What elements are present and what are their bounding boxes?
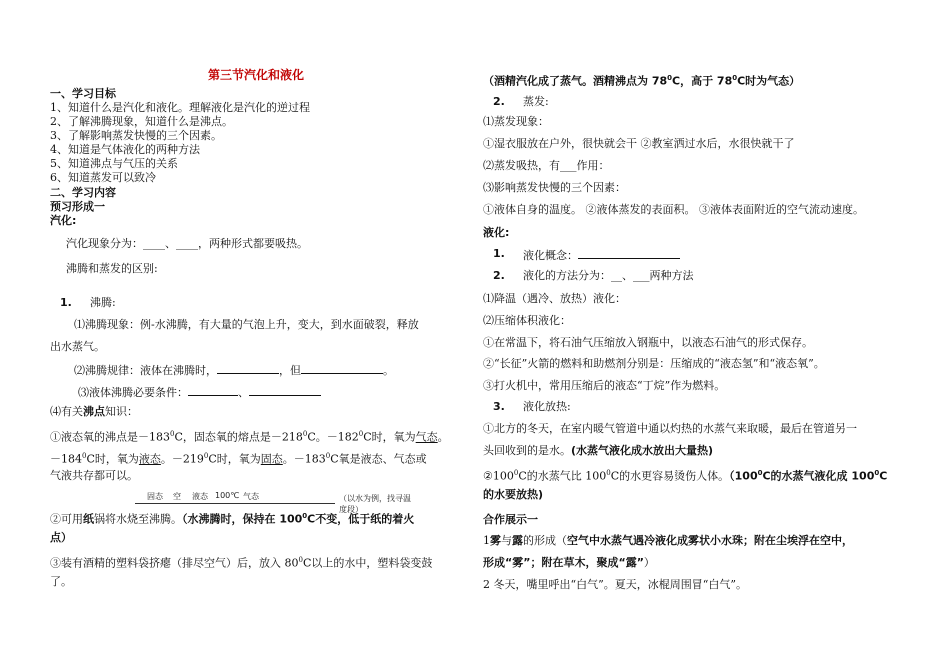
boiling-label: 沸腾:: [90, 296, 116, 309]
evap-factors-heading: ⑶影响蒸发快慢的三个因素：: [483, 181, 626, 194]
degree-sup: 0: [732, 74, 738, 82]
boiling-rule-text: ⑵沸腾规律：液体在沸腾时，: [74, 364, 217, 377]
steam-burn-line: [483, 466, 887, 484]
liq-compression: ⑵压缩体积液化：: [483, 314, 571, 327]
fog-dew-line: [483, 534, 853, 548]
boiling-rule-line: [74, 362, 394, 378]
fog-and: 与: [501, 534, 512, 547]
fog-word: 雾: [490, 534, 501, 547]
steam-e: C的水蒸气液化成 100: [762, 469, 875, 483]
alcohol-bag-a: ③装有酒精的塑料袋挤瘪（排尽空气）后，放入 80: [50, 556, 299, 570]
oxygen-line-1: ①液态氧的沸点是$-183^0C$，固态氧的熔点是$-218^0C$。$-182^0C$时，氧为气态。: [50, 430, 449, 444]
liq-heat-label: 液化放热:: [523, 400, 571, 413]
boiling-condition-text: ⑶液体沸腾必要条件：: [78, 386, 188, 399]
oxygen-gas: 气态: [415, 430, 438, 444]
fog-dew-num: 1: [483, 534, 490, 547]
section-heading-content: 二、学习内容: [50, 186, 116, 199]
liq-methods: 液化的方法分为：__、___两种方法: [523, 269, 694, 282]
alcohol-note-a: （酒精汽化成了蒸气。酒精沸点为 78: [483, 74, 668, 88]
oxygen-text-b: C，固态氧的熔点是－218: [174, 430, 303, 444]
oxygen2-d: C时，氧为: [208, 452, 261, 466]
goal-4: 4、知道是气体液化的两种方法: [50, 143, 200, 156]
oxygen2-f: C氧是液态、气态或: [330, 452, 427, 466]
fog-dew-formation: 的形成（: [523, 534, 567, 547]
degree-sup: 0: [757, 469, 763, 477]
boil-diff-line: 沸腾和蒸发的区别:: [66, 262, 158, 275]
oxygen-text-d: C时，氧为: [363, 430, 416, 444]
degree-sup: 0: [874, 469, 880, 477]
heating-cont-bold: (水蒸气液化成水放出大量热): [571, 444, 714, 457]
liq-concept-line: [523, 247, 680, 263]
oxygen-line-3: 气液共存都可以。: [50, 469, 138, 482]
paper-pot-b: 锅将水烧至沸腾。: [94, 512, 182, 526]
goal-3: 3、了解影响蒸发快慢的三个因素。: [50, 129, 222, 142]
page-title: 第三节汽化和液化: [208, 68, 305, 82]
oxygen-text-c: C。－182: [307, 430, 359, 444]
goal-5: 5、知道沸点与气压的关系: [50, 157, 178, 170]
paper-pot-c: （水沸腾时，保持在 100: [182, 512, 303, 526]
degree-sup: 0: [358, 430, 364, 438]
boiling-point-heading: [50, 405, 138, 419]
oxygen-text-a: ①液态氧的沸点是－183: [50, 430, 170, 444]
fog-dew-close: ）: [643, 556, 655, 569]
evap-cooling: ⑵蒸发吸热，有___作用：: [483, 159, 610, 172]
alcohol-bag-line: [50, 553, 432, 571]
alcohol-note-c: C时为气态）: [737, 74, 801, 88]
paper-pot-line: [50, 509, 414, 527]
degree-sup: 0: [170, 430, 175, 438]
liq-example-1: ①在常温下，将石油气压缩放入钢瓶中，以液态石油气的形式保存。: [483, 336, 813, 349]
degree-sup: 0: [82, 452, 87, 460]
dew-word: 露: [512, 534, 523, 547]
diagram-100c: 100℃: [215, 491, 240, 500]
white-breath-line: 2 冬天，嘴里呼出“白气”。夏天，冰棍周围冒“白气”。: [483, 578, 747, 591]
steam-f: C: [879, 469, 888, 483]
boiling-point-pre: ⑷有关: [50, 405, 83, 418]
evaporation-number: 2.: [493, 95, 505, 108]
liq-1-number: 1.: [493, 247, 505, 260]
paper-pot-d: C不变，低于纸的着火: [307, 512, 415, 526]
fog-dew-cont-bold: 形成“雾”；附在草木，聚成“露”: [483, 556, 644, 569]
liq-concept-label: 液化概念：: [523, 249, 578, 262]
oxygen2-b: C时，氧为: [86, 452, 139, 466]
liq-3-number: 3.: [493, 400, 505, 413]
diagram-liquid: 液态: [192, 492, 208, 501]
degree-sup: 0: [302, 430, 308, 438]
degree-sup: 0: [203, 452, 209, 460]
steam-a: ②100: [483, 469, 514, 483]
paper-pot-a: ②可用: [50, 512, 83, 526]
boiling-rule-blank-1[interactable]: [217, 362, 279, 374]
liq-2-number: 2.: [493, 269, 505, 282]
state-temperature-diagram: [135, 491, 415, 514]
oxygen-liquid: 液态: [138, 452, 161, 466]
diagram-note: （以水为例，找寻温度段）: [339, 494, 411, 514]
section-heading-goals: 一、学习目标: [50, 87, 116, 100]
alcohol-note: [483, 71, 800, 89]
oxygen-solid: 固态: [260, 452, 283, 466]
liq-cooling: ⑴降温（遇冷、放热）液化：: [483, 292, 626, 305]
degree-sup: 0: [513, 469, 519, 477]
paper-pot-cont: 点）: [50, 531, 72, 544]
evap-phenomenon: ⑴蒸发现象：: [483, 115, 549, 128]
boiling-phenomenon-cont: 出水蒸气。: [50, 340, 105, 353]
liq-concept-blank[interactable]: [578, 247, 680, 259]
alcohol-note-b: C，高于 78: [672, 74, 733, 88]
boiling-rule-end: 。: [383, 364, 394, 377]
degree-sup: 0: [606, 469, 611, 477]
diagram-empty: 空: [173, 492, 181, 501]
paper-pot-bold: 纸: [83, 512, 94, 526]
steam-burn-cont: 的水要放热): [483, 488, 544, 501]
degree-sup: 0: [298, 556, 303, 564]
preview-heading: 预习形成一: [50, 200, 105, 213]
cooperation-heading: 合作展示一: [483, 513, 538, 526]
evap-examples: ①湿衣服放在户外，很快就会干 ②教室洒过水后，水很快就干了: [483, 137, 795, 150]
boiling-condition-line: [78, 384, 321, 400]
boiling-rule-blank-2[interactable]: [301, 362, 383, 374]
oxygen-line-2: [50, 449, 427, 467]
steam-d: （100: [729, 469, 758, 483]
liq-example-3: ③打火机中，常用压缩后的液态“丁烷”作为燃料。: [483, 379, 726, 392]
fog-dew-explain: 空气中水蒸气遇冷液化成雾状小水珠；附在尘埃浮在空中，: [567, 534, 853, 547]
fog-dew-cont: [483, 556, 655, 570]
boiling-rule-mid: ，但: [279, 364, 301, 377]
steam-c: C的水更容易烫伤人体。: [610, 469, 730, 483]
boiling-condition-blank-1[interactable]: [188, 384, 238, 396]
vapor-forms-line: 汽化现象分为：____、____，两种形式都要吸热。: [66, 237, 308, 250]
goal-2: 2、了解沸腾现象，知道什么是沸点。: [50, 115, 233, 128]
diagram-solid: 固态: [147, 492, 163, 501]
heating-example-cont: [483, 444, 713, 458]
heating-cont-a: 头回收到的是水。: [483, 444, 571, 457]
boiling-point-bold: 沸点: [83, 405, 105, 418]
heating-example: ①北方的冬天，在室内暖气管道中通以灼热的水蒸气来取暖，最后在管道另一: [483, 422, 857, 435]
diagram-gas: 气态: [243, 492, 259, 501]
oxygen2-c: 。－219: [160, 452, 204, 466]
oxygen2-a: －184: [50, 452, 82, 466]
boiling-condition-blank-2[interactable]: [249, 384, 321, 396]
degree-sup: 0: [667, 74, 673, 82]
evaporation-label: 蒸发:: [523, 95, 549, 108]
goal-1: 1、知道什么是汽化和液化。理解液化是汽化的逆过程: [50, 101, 310, 114]
goal-6: 6、知道蒸发可以致冷: [50, 171, 156, 184]
boiling-point-post: 知识：: [105, 405, 138, 418]
degree-sup: 0: [325, 452, 331, 460]
liq-example-2: ②“长征”火箭的燃料和助燃剂分别是：压缩成的“液态氢”和“液态氧”。: [483, 357, 825, 370]
boiling-phenomenon: ⑴沸腾现象：例-水沸腾，有大量的气泡上升，变大，到水面破裂，释放: [74, 318, 419, 331]
alcohol-bag-b: C以上的水中，塑料袋变鼓: [302, 556, 433, 570]
diagram-axis: [135, 503, 335, 504]
liquefaction-heading: 液化:: [483, 226, 510, 239]
boiling-condition-sep: 、: [238, 386, 249, 399]
evap-factors: ①液体自身的温度。 ②液体蒸发的表面积。 ③液体表面附近的空气流动速度。: [483, 203, 864, 216]
vaporize-heading: 汽化:: [50, 214, 77, 227]
boiling-number: 1.: [60, 296, 72, 309]
degree-sup: 0: [302, 512, 308, 520]
oxygen2-e: 。－183: [282, 452, 326, 466]
steam-b: C的水蒸气比 100: [518, 469, 607, 483]
alcohol-bag-cont: 了。: [50, 575, 72, 588]
